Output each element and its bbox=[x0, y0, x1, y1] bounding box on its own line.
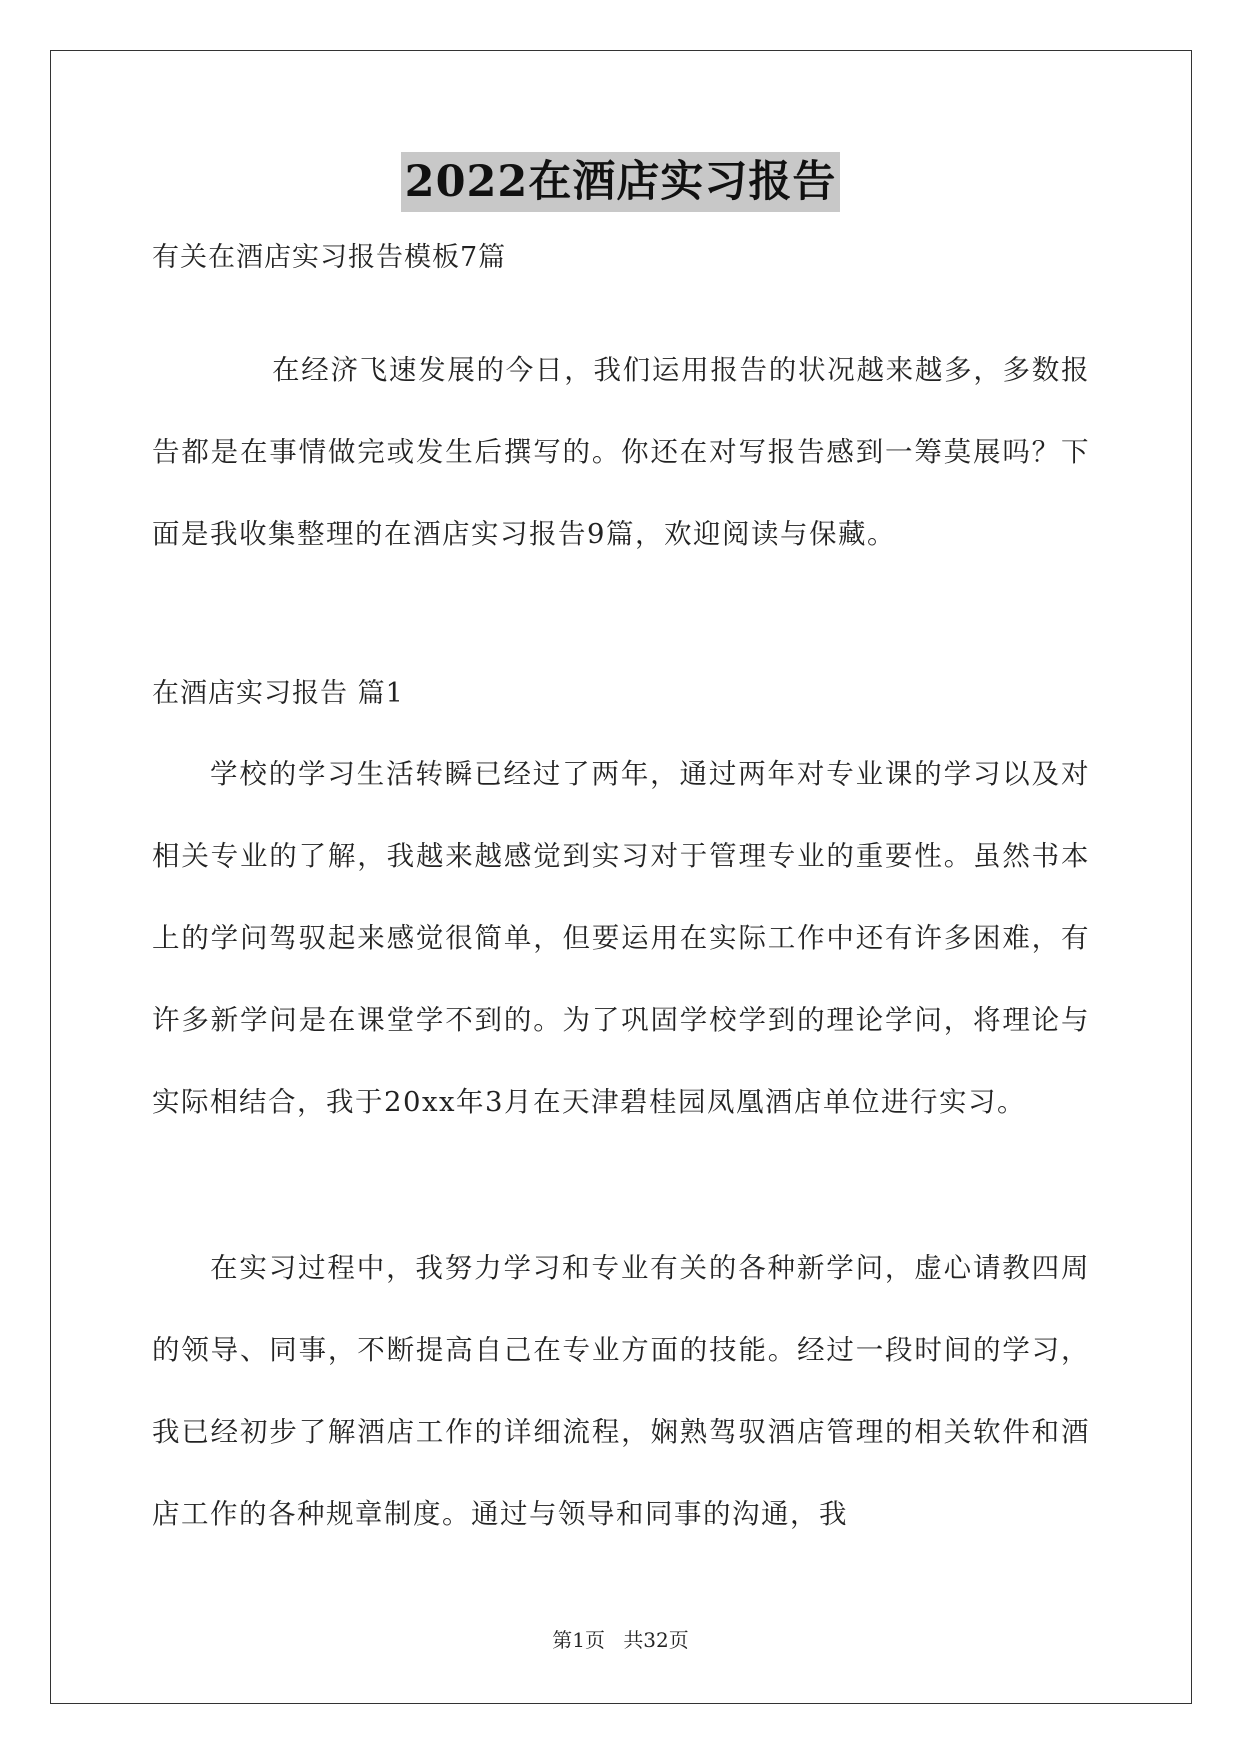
intro-paragraph: 在经济飞速发展的今日，我们运用报告的状况越来越多，多数报告都是在事情做完或发生后撰写的。你还在对写报告感到一筹莫展吗？下面是我收集整理的在酒店实习报告9篇，欢迎阅读与保藏。 bbox=[152, 354, 1090, 550]
title-wrap bbox=[0, 152, 1241, 212]
page-total: 共32页 bbox=[623, 1628, 689, 1652]
page-number: 第1页 bbox=[552, 1628, 605, 1652]
body-paragraph-2: 在实习过程中，我努力学习和专业有关的各种新学问，虚心请教四周的领导、同事，不断提高自己在专业方面的技能。经过一段时间的学习，我已经初步了解酒店工作的详细流程，娴熟驾驭酒店管理的相关软件和酒店工作的各种规章制度。通过与领导和同事的沟通，我 bbox=[152, 1252, 1090, 1530]
document-subtitle: 有关在酒店实习报告模板7篇 bbox=[152, 242, 507, 273]
page-footer bbox=[0, 1626, 1241, 1654]
body-paragraph-1: 学校的学习生活转瞬已经过了两年，通过两年对专业课的学习以及对相关专业的了解，我越来越感觉到实习对于管理专业的重要性。虽然书本上的学问驾驭起来感觉很简单，但要运用在实际工作中还有许多困难，有许多新学问是在课堂学不到的。为了巩固学校学到的理论学问，将理论与实际相结合，我于20xx年3月在天津碧桂园凤凰酒店单位进行实习。 bbox=[152, 758, 1090, 1118]
section-heading: 在酒店实习报告 篇1 bbox=[152, 678, 404, 709]
document-title: 2022在酒店实习报告 bbox=[401, 152, 841, 212]
